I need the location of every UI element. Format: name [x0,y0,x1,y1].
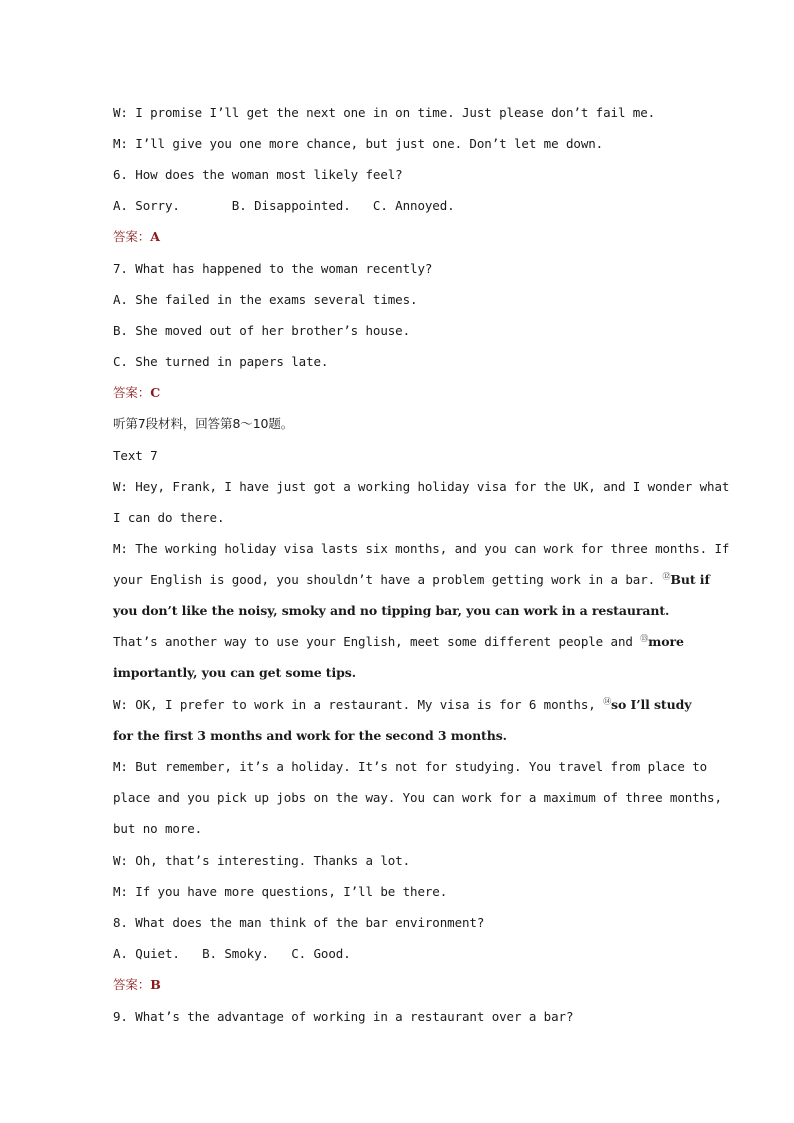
dialogue-line: W: Oh, that’s interesting. Thanks a lot. [113,853,411,868]
key-sentence-mark: ⑬ [640,634,649,643]
dialogue-line [113,665,356,681]
dialogue-line: W: I promise I’ll get the next one in on time. Just please don’t fail me. [113,105,656,120]
key-sentence: But if [670,572,710,587]
answer-value: A [150,229,160,244]
key-sentence: importantly, you can get some tips. [113,665,356,680]
answer-7 [113,385,160,401]
dialogue-line: M: If you have more questions, I’ll be there. [113,884,448,899]
answer-8 [113,977,161,993]
question-8: 8. What does the man think of the bar environment? [113,915,485,930]
key-sentence-mark: ⑫ [662,572,671,581]
answer-value: B [150,977,161,992]
answer-label: 答案： [113,385,151,400]
key-sentence: for the first 3 months and work for the second 3 months. [113,728,507,743]
question-7-option-c: C. She turned in papers late. [113,354,329,369]
question-8-options: A. Quiet. B. Smoky. C. Good. [113,946,351,961]
plain-text: your English is good, you shouldn’t have a problem getting work in a bar. [113,572,656,587]
question-7: 7. What has happened to the woman recently? [113,261,433,276]
question-9: 9. What’s the advantage of working in a restaurant over a bar? [113,1009,574,1024]
dialogue-line [113,634,684,650]
plain-text: W: OK, I prefer to work in a restaurant. My visa is for 6 months, [113,697,596,712]
dialogue-line [113,572,710,588]
dialogue-line: M: I’ll give you one more chance, but just one. Don’t let me down. [113,136,604,151]
key-sentence-mark: ⑭ [603,697,612,706]
text-label: Text 7 [113,448,158,463]
answer-value: C [150,385,161,400]
dialogue-line: I can do there. [113,510,225,525]
dialogue-line [113,728,507,744]
question-7-option-b: B. She moved out of her brother’s house. [113,323,411,338]
key-sentence: so I’ll study [611,697,692,712]
dialogue-line: M: The working holiday visa lasts six months, and you can work for three months. If [113,541,730,556]
dialogue-line: place and you pick up jobs on the way. You can work for a maximum of three months, [113,790,722,805]
dialogue-line: but no more. [113,821,203,836]
answer-6 [113,229,160,245]
question-7-option-a: A. She failed in the exams several times. [113,292,418,307]
dialogue-line [113,697,691,713]
key-sentence: more [648,634,684,649]
answer-label: 答案： [113,229,151,244]
dialogue-line [113,603,669,619]
dialogue-line: M: But remember, it’s a holiday. It’s not for studying. You travel from place to [113,759,708,774]
dialogue-line: W: Hey, Frank, I have just got a working holiday visa for the UK, and I wonder what [113,479,730,494]
key-sentence: you don’t like the noisy, smoky and no tipping bar, you can work in a restaurant. [113,603,670,618]
question-6: 6. How does the woman most likely feel? [113,167,403,182]
question-6-options: A. Sorry. B. Disappointed. C. Annoyed. [113,198,455,213]
plain-text: That’s another way to use your English, meet some different people and [113,634,633,649]
answer-label: 答案： [113,977,151,992]
section-heading: 听第7段材料，回答第8～10题。 [113,416,294,431]
